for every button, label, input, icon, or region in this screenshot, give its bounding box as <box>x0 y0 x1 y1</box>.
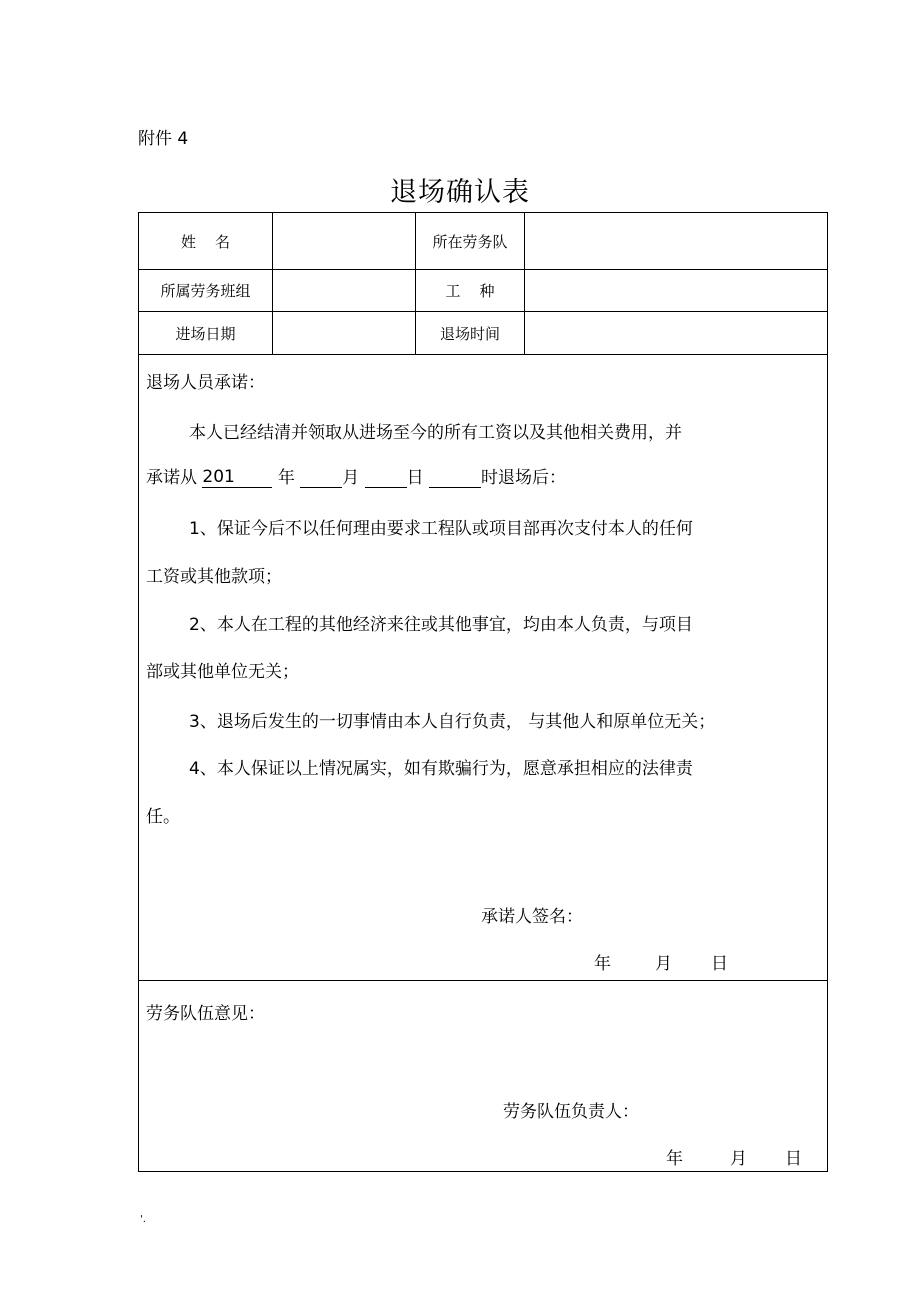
trade-field[interactable] <box>525 270 827 311</box>
entry-date-field[interactable] <box>273 312 415 354</box>
signature-date-year: 年 <box>594 954 611 974</box>
leader-label: 劳务队伍负责人： <box>503 1102 639 1122</box>
day-word: 日 <box>406 468 424 488</box>
page-title: 退场确认表 <box>390 177 530 208</box>
pledge-date-suffix: 时退场后： <box>481 468 567 488</box>
signature-date-day: 日 <box>711 954 728 974</box>
pledge-item-4: 4、本人保证以上情况属实，如有欺骗行为，愿意承担相应的法律责 <box>189 759 693 779</box>
work-group-label: 所属劳务班组 <box>160 282 251 300</box>
hour-blank[interactable] <box>429 467 481 488</box>
opinion-heading: 劳务队伍意见： <box>146 1004 265 1024</box>
month-word: 月 <box>342 468 360 488</box>
exit-time-field[interactable] <box>525 312 827 354</box>
day-blank[interactable] <box>365 467 407 488</box>
pledge-heading: 退场人员承诺： <box>146 373 265 393</box>
pledge-text: 本人已经结清并领取从进场至今的所有工资以及其他相关费用，并 <box>189 423 682 443</box>
signature-label: 承诺人签名： <box>481 907 583 927</box>
year-blank[interactable]: 201 <box>202 467 272 488</box>
pledge-item-1: 1、保证今后不以任何理由要求工程队或项目部再次支付本人的任何 <box>189 519 693 539</box>
opinion-date-month: 月 <box>730 1149 747 1169</box>
pledge-item-4-cont: 任。 <box>146 807 180 827</box>
trade-label: 工 种 <box>445 282 495 300</box>
footer-mark: '. <box>140 1214 146 1225</box>
opinion-date-year: 年 <box>666 1149 683 1169</box>
year-word: 年 <box>277 468 295 488</box>
row-divider <box>139 980 827 981</box>
attachment-label: 附件 4 <box>138 129 189 149</box>
exit-time-label: 退场时间 <box>439 324 500 343</box>
pledge-item-2: 2、本人在工程的其他经济来往或其他事宜，均由本人负责，与项目 <box>189 615 693 635</box>
entry-date-label: 进场日期 <box>175 324 236 343</box>
pledge-date-prefix: 承诺从 <box>146 468 203 488</box>
work-group-field[interactable] <box>273 270 415 311</box>
pledge-item-1-cont: 工资或其他款项； <box>146 567 282 587</box>
name-label: 姓 名 <box>180 232 231 251</box>
pledge-item-2-cont: 部或其他单位无关； <box>146 662 299 682</box>
month-blank[interactable] <box>300 467 342 488</box>
exit-confirmation-form <box>138 212 828 1172</box>
pledge-item-3: 3、退场后发生的一切事情由本人自行负责， 与其他人和原单位无关； <box>189 712 716 732</box>
name-field[interactable] <box>273 213 415 269</box>
pledge-date-line <box>146 463 566 488</box>
opinion-date-day: 日 <box>785 1149 802 1169</box>
signature-date-month: 月 <box>655 954 672 974</box>
row-divider <box>139 354 827 355</box>
labor-team-label: 所在劳务队 <box>432 232 508 251</box>
labor-team-field[interactable] <box>525 213 827 269</box>
